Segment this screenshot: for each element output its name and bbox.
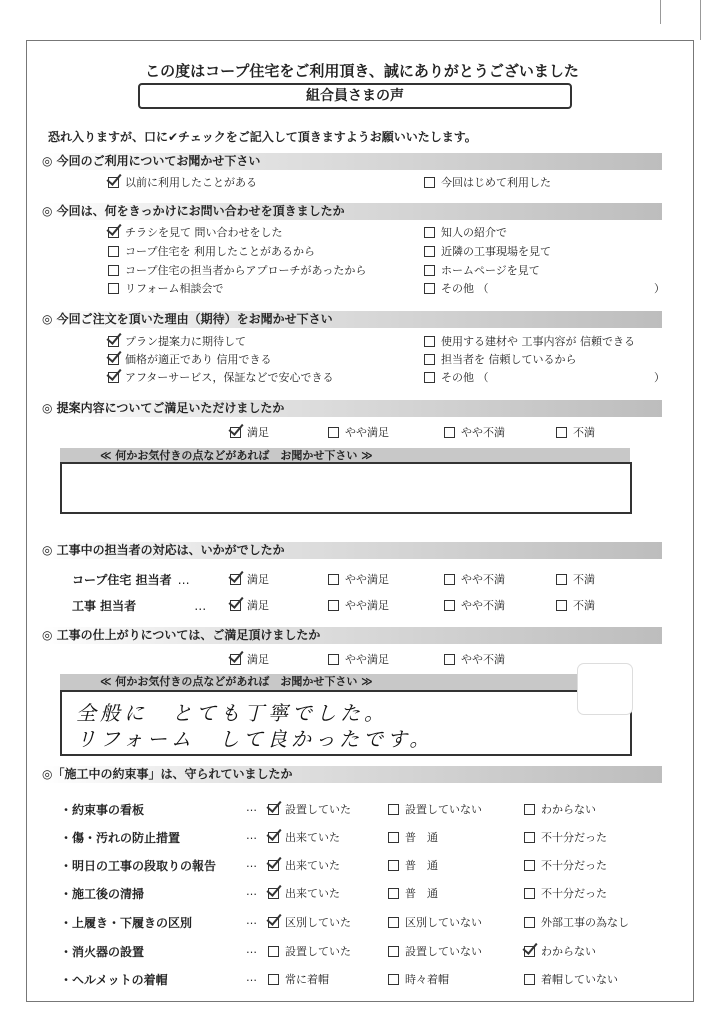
rule-row-label: ・上履き・下履きの区別 (60, 916, 193, 930)
option-label: 不満 (573, 599, 595, 612)
option-label: 出来ていた (285, 831, 340, 844)
option-dissatisfied[interactable] (556, 571, 595, 587)
option-label: 不十分だった (541, 831, 607, 844)
rule-row-label: ・傷・汚れの防止措置 (60, 831, 181, 845)
form-subtitle-box (138, 83, 572, 109)
option-label: 区別していた (285, 916, 351, 929)
option-flyer[interactable] (108, 224, 283, 240)
checkbox[interactable] (108, 283, 119, 294)
option-satisfied[interactable] (230, 597, 269, 613)
checkbox[interactable] (444, 427, 455, 438)
rule-option-a[interactable] (268, 801, 351, 817)
option-satisfied[interactable] (230, 651, 269, 667)
option-somewhat-dissatisfied[interactable] (444, 571, 505, 587)
option-nearby-site[interactable] (424, 243, 551, 259)
option-label: コープ住宅の担当者からアプローチがあったから (125, 264, 367, 277)
checkbox-checked[interactable] (108, 177, 119, 188)
checkbox[interactable] (524, 804, 535, 815)
checkbox-checked[interactable] (230, 654, 241, 665)
checkbox[interactable] (556, 600, 567, 611)
checkbox[interactable] (524, 888, 535, 899)
comment-header-label: ≪ 何かお気付きの点などがあれば お聞かせ下さい ≫ (100, 449, 373, 462)
row-construction-staff (72, 597, 206, 614)
option-label: 近隣の工事現場を見て (441, 245, 551, 258)
option-label: やや不満 (461, 599, 505, 612)
option-label: 出来ていた (285, 887, 340, 900)
checkbox[interactable] (524, 917, 535, 928)
option-label: 区別していない (405, 916, 482, 929)
checkbox[interactable] (328, 600, 339, 611)
option-label: やや満足 (345, 573, 389, 586)
checkbox[interactable] (108, 265, 119, 276)
rule-option-b[interactable] (388, 857, 438, 873)
checkbox[interactable] (524, 832, 535, 843)
checkbox-checked[interactable] (108, 372, 119, 383)
option-label: 設置していない (405, 803, 482, 816)
checkbox[interactable] (524, 974, 535, 985)
option-label: 常に着帽 (285, 973, 329, 986)
checkbox[interactable] (556, 574, 567, 585)
option-used-before[interactable] (108, 174, 257, 190)
checkbox-checked[interactable] (108, 336, 119, 347)
rule-option-b[interactable] (388, 801, 482, 817)
option-label: 満足 (247, 573, 269, 586)
close-paren: ） (654, 282, 665, 295)
checkbox[interactable] (424, 246, 435, 257)
option-label: やや満足 (345, 653, 389, 666)
checkbox-checked[interactable] (268, 888, 279, 899)
leader-dots: … (177, 573, 190, 587)
option-label: コープ住宅を 利用したことがあるから (125, 245, 315, 258)
option-label: 不満 (573, 573, 595, 586)
rule-option-b[interactable] (388, 829, 438, 845)
option-label: わからない (541, 803, 596, 816)
option-first-time[interactable] (424, 174, 551, 190)
checkbox[interactable] (424, 354, 435, 365)
option-label: 設置していない (405, 945, 482, 958)
handwritten-comment-line2: リフォーム して良かったです。 (76, 727, 434, 751)
rule-row-label: ・明日の工事の段取りの報告 (60, 859, 217, 873)
checkbox[interactable] (328, 654, 339, 665)
form-title: この度はコープ住宅をご利用頂き、誠にありがとうございました (145, 62, 579, 80)
option-consultation[interactable] (108, 280, 223, 296)
option-label: やや不満 (461, 573, 505, 586)
checkbox[interactable] (268, 946, 279, 957)
rule-option-b[interactable] (388, 943, 482, 959)
option-dissatisfied[interactable] (556, 424, 595, 440)
rule-option-a[interactable] (268, 857, 340, 873)
option-label: 着帽していない (541, 973, 618, 986)
option-somewhat-satisfied[interactable] (328, 597, 389, 613)
page-edge-line (660, 0, 661, 24)
option-label: 価格が適正であり 信用できる (125, 353, 272, 366)
checkbox[interactable] (328, 574, 339, 585)
checkbox-checked[interactable] (108, 354, 119, 365)
option-label: やや満足 (345, 426, 389, 439)
rule-option-c[interactable] (524, 857, 607, 873)
option-label: プラン提案力に期待して (125, 335, 246, 348)
leader-dots: … (194, 599, 207, 613)
option-other[interactable] (424, 369, 489, 385)
redaction-mark (578, 664, 632, 714)
rule-option-b[interactable] (388, 971, 449, 987)
option-label: その他 （ (441, 282, 489, 295)
option-label: 設置していた (285, 803, 351, 816)
option-aftercare[interactable] (108, 369, 334, 385)
option-homepage[interactable] (424, 262, 540, 278)
row-label: コープ住宅 担当者 (72, 573, 172, 587)
checkbox[interactable] (388, 888, 399, 899)
rule-option-a[interactable] (268, 885, 340, 901)
page-edge-line (700, 0, 701, 40)
checkbox[interactable] (268, 974, 279, 985)
option-label: チラシを見て 問い合わせをした (125, 226, 283, 239)
option-somewhat-dissatisfied[interactable] (444, 424, 505, 440)
checkbox-checked[interactable] (268, 917, 279, 928)
option-label: 普 通 (405, 887, 438, 900)
option-trust-staff[interactable] (424, 351, 577, 367)
option-somewhat-satisfied[interactable] (328, 571, 389, 587)
instructions: 恐れ入りますが、口に✔チェックをご記入して頂きますようお願いいたします。 (48, 130, 477, 144)
checkbox-checked[interactable] (268, 832, 279, 843)
option-label: 普 通 (405, 831, 438, 844)
option-dissatisfied[interactable] (556, 597, 595, 613)
rule-option-c[interactable] (524, 914, 629, 930)
option-label: 知人の紹介で (441, 226, 507, 239)
option-label: ホームページを見て (441, 264, 540, 277)
option-label: 今回はじめて利用した (441, 176, 551, 189)
rule-option-c[interactable] (524, 971, 618, 987)
rule-option-b[interactable] (388, 885, 438, 901)
checkbox[interactable] (444, 654, 455, 665)
leader-dots: … (246, 801, 257, 814)
checkbox[interactable] (444, 574, 455, 585)
option-referral[interactable] (424, 224, 507, 240)
leader-dots: … (246, 971, 257, 984)
rule-row-label: ・約束事の看板 (60, 803, 145, 817)
option-label: 満足 (247, 426, 269, 439)
rule-row-label: ・施工後の清掃 (60, 887, 145, 901)
checkbox[interactable] (424, 372, 435, 383)
option-label: わからない (541, 945, 596, 958)
option-used-coop[interactable] (108, 243, 315, 259)
option-somewhat-dissatisfied[interactable] (444, 597, 505, 613)
rule-option-b[interactable] (388, 914, 482, 930)
leader-dots: … (246, 943, 257, 956)
rule-option-c[interactable] (524, 801, 596, 817)
rule-option-c[interactable] (524, 943, 596, 959)
leader-dots: … (246, 829, 257, 842)
option-plan[interactable] (108, 333, 246, 349)
option-label: やや不満 (461, 426, 505, 439)
rule-option-a[interactable] (268, 943, 351, 959)
option-label: 外部工事の為なし (541, 916, 629, 929)
rule-option-c[interactable] (524, 829, 607, 845)
rule-row-label: ・消火器の設置 (60, 945, 145, 959)
option-approach[interactable] (108, 262, 366, 278)
comment-box[interactable] (60, 462, 632, 514)
checkbox[interactable] (388, 860, 399, 871)
checkbox-checked[interactable] (268, 860, 279, 871)
option-label: 設置していた (285, 945, 351, 958)
section-header-finish: ◎ 工事の仕上がりについては、ご満足頂けましたか (42, 627, 662, 644)
checkbox-checked[interactable] (230, 574, 241, 585)
checkbox-checked[interactable] (230, 600, 241, 611)
option-materials[interactable] (424, 333, 635, 349)
option-somewhat-satisfied[interactable] (328, 651, 389, 667)
option-somewhat-satisfied[interactable] (328, 424, 389, 440)
checkbox[interactable] (556, 427, 567, 438)
option-label: やや不満 (461, 653, 505, 666)
option-label: リフォーム相談会で (125, 282, 224, 295)
option-label: 出来ていた (285, 859, 340, 872)
checkbox[interactable] (108, 246, 119, 257)
comment-header (60, 674, 630, 690)
checkbox[interactable] (388, 917, 399, 928)
checkbox[interactable] (328, 427, 339, 438)
close-paren: ） (654, 371, 665, 384)
checkbox-checked[interactable] (108, 227, 119, 238)
checkbox-checked[interactable] (524, 946, 535, 957)
option-label: 不十分だった (541, 859, 607, 872)
option-label: 不十分だった (541, 887, 607, 900)
checkbox-checked[interactable] (268, 804, 279, 815)
checkbox[interactable] (424, 283, 435, 294)
checkbox[interactable] (424, 227, 435, 238)
option-satisfied[interactable] (230, 424, 269, 440)
option-satisfied[interactable] (230, 571, 269, 587)
checkbox[interactable] (524, 860, 535, 871)
leader-dots: … (246, 857, 257, 870)
option-label: 満足 (247, 653, 269, 666)
row-label: 工事 担当者 (72, 599, 137, 613)
checkbox[interactable] (388, 974, 399, 985)
leader-dots: … (246, 885, 257, 898)
handwritten-comment-line1: 全般に とても丁寧でした。 (76, 701, 388, 725)
option-label: その他 （ (441, 371, 489, 384)
option-label: やや満足 (345, 599, 389, 612)
checkbox[interactable] (444, 600, 455, 611)
option-other[interactable] (424, 280, 489, 296)
form-subtitle: 組合員さまの声 (306, 88, 404, 104)
rule-option-a[interactable] (268, 829, 340, 845)
section-header-staff: ◎ 工事中の担当者の対応は、いかがでしたか (42, 542, 662, 559)
checkbox[interactable] (388, 946, 399, 957)
option-label: アフターサービス，保証などで安心できる (125, 371, 334, 384)
checkbox[interactable] (424, 177, 435, 188)
checkbox-checked[interactable] (230, 427, 241, 438)
option-label: 以前に利用したことがある (125, 176, 257, 189)
checkbox[interactable] (424, 265, 435, 276)
rule-option-c[interactable] (524, 885, 607, 901)
option-label: 担当者を 信頼しているから (441, 353, 577, 366)
option-label: 普 通 (405, 859, 438, 872)
option-label: 時々着帽 (405, 973, 449, 986)
checkbox[interactable] (388, 832, 399, 843)
rule-option-a[interactable] (268, 971, 329, 987)
option-price[interactable] (108, 351, 272, 367)
rule-row-label: ・ヘルメットの着帽 (60, 973, 168, 987)
option-somewhat-dissatisfied[interactable] (444, 651, 505, 667)
option-label: 満足 (247, 599, 269, 612)
rule-option-a[interactable] (268, 914, 351, 930)
checkbox[interactable] (388, 804, 399, 815)
section-header-trigger: ◎ 今回は、何をきっかけにお問い合わせを頂きましたか (42, 203, 662, 220)
section-header-rules: ◎「施工中の約束事」は、守られていましたか (42, 766, 662, 783)
section-header-reason: ◎ 今回ご注文を頂いた理由（期待）をお聞かせ下さい (42, 311, 662, 328)
option-label: 使用する建材や 工事内容が 信頼できる (441, 335, 635, 348)
row-coop-staff (72, 571, 190, 588)
option-label: 不満 (573, 426, 595, 439)
leader-dots: … (246, 914, 257, 927)
comment-header-label: ≪ 何かお気付きの点などがあれば お聞かせ下さい ≫ (100, 675, 373, 688)
section-header-proposal: ◎ 提案内容についてご満足いただけましたか (42, 400, 662, 417)
section-header-usage: ◎ 今回のご利用についてお聞かせ下さい (42, 153, 662, 170)
checkbox[interactable] (424, 336, 435, 347)
